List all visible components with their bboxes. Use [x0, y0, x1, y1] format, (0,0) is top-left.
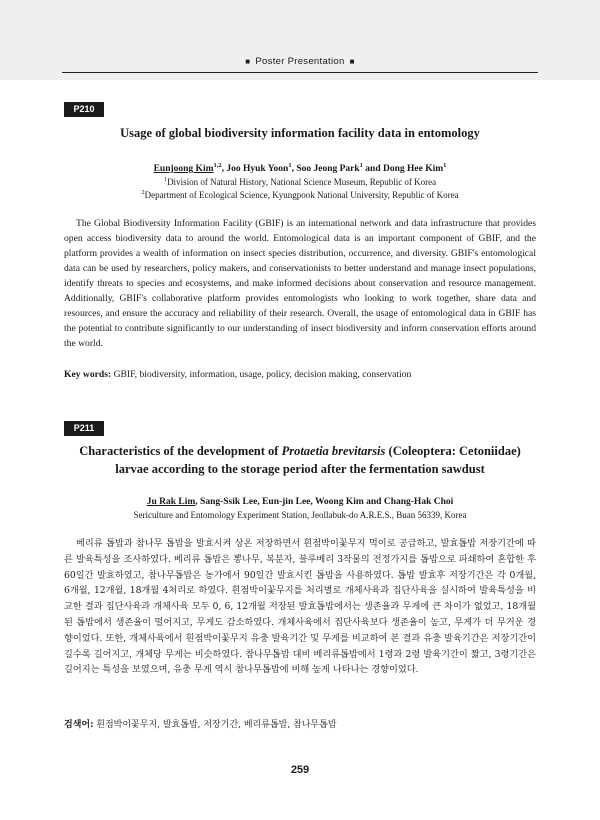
p210-abstract: The Global Biodiversity Information Facility (GBIF) is an international network and data infrastructure that provides open access biodiversity data to around the world. Entomological data is an important component of GBIF, and the platform provides a wealth of information on insect species distribution, occurrence, and diversity. GBIF's entomological data can be used by researchers, policy makers, and conservationists to better understand and manage insect populations, identify threats to species and ecosystems, and make informed decisions about conservation and resource management. Additionally, GBIF's collaborative platform provides entomologists who looking to work together, share data and resources, and ensure the accuracy and reliability of their research. Overall, the usage of entomological data in GBIF has the potential to contribute significantly to our understanding of insect biodiversity and inform conservation efforts around the world.	[64, 218, 536, 349]
p210-authors	[64, 160, 536, 175]
title-part: Characteristics of the development of	[79, 444, 282, 458]
affiliation-text: Division of Natural History, National Science Museum, Republic of Korea	[167, 177, 437, 187]
p210-title: Usage of global biodiversity information facility data in entomology	[120, 126, 480, 140]
p211-abstract: 베리류 톱밥과 참나무 톱밥을 발효시켜 상온 저장하면서 흰점박이꽃무지 먹이로 공급하고, 발효톱밥 저장기간에 따른 발육특성을 조사하였다. 베리류 톱밥은 뽕나무, 복분자, 블루베리 3작물의 전정가지를 톱밥으로 파쇄하여 혼합한 후 60일간 발효하였고, 참나무톱밥은 농가에서 90일간 발효시킨 톱밥을 사용하였다. 톱밥 발효후 저장기간은 각 0개월, 6개월, 12개월, 18개월 4처리로 하였다. 흰점박이꽃무지를 처리별로 개체사육과 집단사육을 실시하여 발육특성을 비교한 결과 집단사육과 개체사육 모두 0, 6, 12개월 저장된 발효톱밥에서는 생존율과 무게에 큰 차이가 없었고, 18개월 된 톱밥에서 생존율이 떨어지고, 무게도 감소하였다. 개체사육에서 집단사육보다 생존율이 높고, 무게가 더 무거운 경향이었다. 또한, 개체사육에서 흰점박이꽃무지 유충 발육기간 및 무게를 비교하여 본 결과 유충 발육기간은 저장기간이 길수록 길어지고, 개체당 무게는 비슷하였다. 참나무톱밥 대비 베리류톱밥에서 1령과 2령 발육기간이 짧고, 3령기간은 길어지는 특성을 보였으며, 유충 무게 역시 참나무톱밥에 비해 높게 나타나는 경향이었다.	[64, 538, 536, 676]
section-header	[0, 56, 600, 67]
poster-id-badge: P210	[64, 102, 104, 117]
author-name: Joo Hyuk Yoon	[226, 164, 289, 175]
affiliation-sup: 2	[141, 189, 145, 196]
header-divider	[62, 72, 538, 73]
section-header-label: Poster Presentation	[255, 56, 345, 67]
author-name: Eunjoong Kim	[153, 164, 214, 175]
first-author-name: Ju Rak Lim	[146, 497, 196, 507]
author-sup: 1,2	[213, 162, 222, 169]
affiliation-text: Department of Ecological Science, Kyungpook National University, Republic of Korea	[144, 190, 459, 200]
poster-id-badge: P211	[64, 421, 104, 436]
author-sep: and	[362, 164, 383, 175]
p211-affiliation: Sericulture and Entomology Experiment Station, Jeollabuk-do A.R.E.S., Buan 56339, Korea	[133, 510, 467, 520]
p211-title	[64, 442, 536, 478]
author-sep: ,	[291, 164, 297, 175]
keywords-label: 검색어:	[64, 720, 94, 730]
species-name: Protaetia brevitarsis	[281, 444, 386, 458]
author-sep: ,	[221, 164, 227, 175]
author-sup: 1	[288, 162, 292, 169]
header-band	[0, 0, 600, 80]
keywords-label: Key words:	[64, 369, 112, 380]
keywords-text: GBIF, biodiversity, information, usage, policy, decision making, conservation	[113, 369, 412, 380]
keywords-text: 흰점박이꽃무지, 발효톱밥, 저장기간, 베리류톱밥, 참나무톱밥	[96, 720, 337, 730]
affiliation-sup: 1	[163, 176, 168, 183]
p210-affiliation-1	[64, 174, 536, 188]
p211-authors	[64, 496, 536, 508]
square-icon: ■	[245, 57, 251, 66]
p211-keywords	[64, 719, 536, 732]
author-name: Dong Hee Kim	[383, 164, 444, 175]
title-part: (Coleoptera: Cetoniidae) larvae according to the storage period after the fermentation sawdust	[115, 444, 521, 476]
author-name: Soo Jeong Park	[296, 164, 360, 175]
author-sup: 1	[359, 162, 363, 169]
author-sup: 1	[443, 162, 447, 169]
p210-affiliation-2	[64, 187, 536, 201]
other-authors: , Sang-Ssik Lee, Eun-jin Lee, Woong Kim and Chang-Hak Choi	[195, 497, 454, 507]
square-icon: ■	[349, 57, 355, 66]
p210-keywords	[64, 368, 536, 381]
page-number: 259	[290, 764, 310, 776]
